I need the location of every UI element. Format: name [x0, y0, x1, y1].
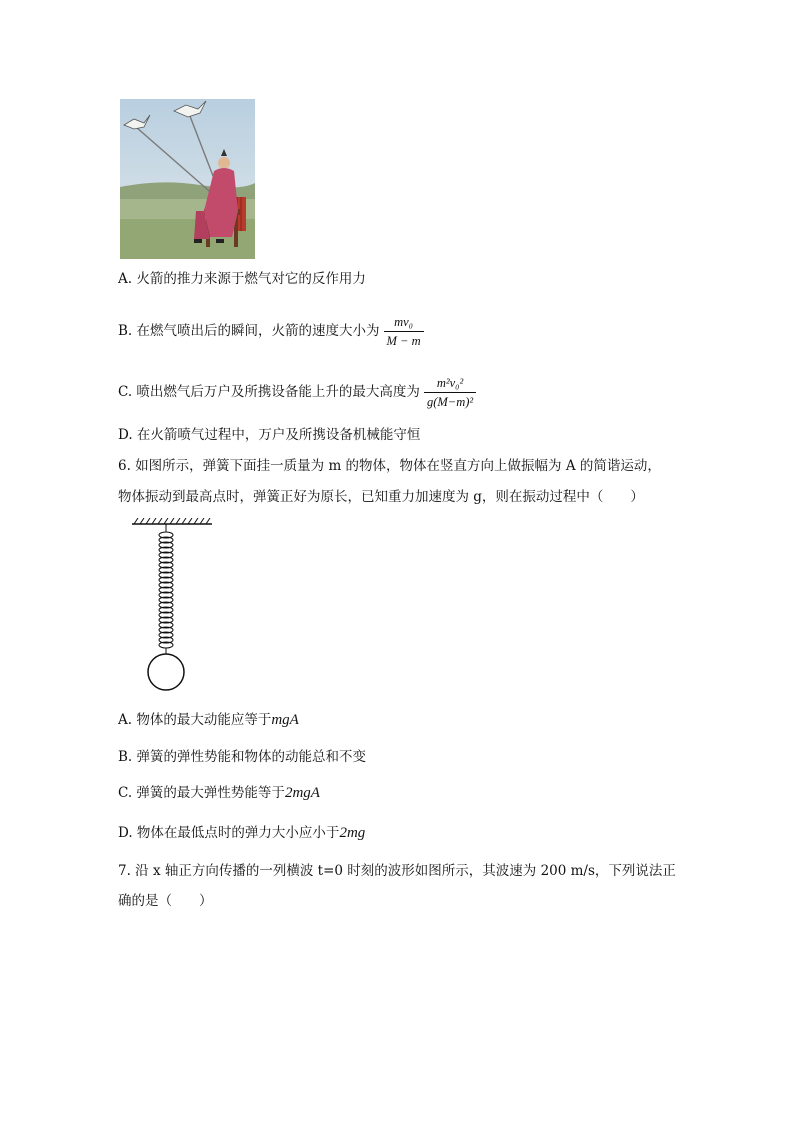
q6-stem-line2: 物体振动到最高点时，弹簧正好为原长，已知重力加速度为 g，则在振动过程中（ ）	[118, 489, 644, 505]
q6-option-c-math: 2mgA	[284, 785, 320, 801]
q6-option-c-text: C. 弹簧的最大弹性势能等于	[118, 785, 285, 801]
q5-option-d: D. 在火箭喷气过程中，万户及所携设备机械能守恒	[118, 427, 421, 443]
q6-option-c	[118, 783, 320, 803]
spring-mass-diagram	[126, 518, 216, 694]
q6-option-a	[118, 710, 299, 730]
q6-option-d-math: 2mg	[339, 825, 366, 841]
q5-option-a: A. 火箭的推力来源于燃气对它的反作用力	[118, 271, 366, 287]
q5-option-b	[118, 314, 424, 349]
q5-option-c-text: C. 喷出燃气后万户及所携设备能上升的最大高度为	[118, 384, 420, 400]
fraction-numerator: mv₀	[384, 314, 424, 332]
q6-option-b: B. 弹簧的弹性势能和物体的动能总和不变	[118, 749, 367, 765]
q6-stem-line1: 6. 如图所示，弹簧下面挂一质量为 m 的物体，物体在竖直方向上做振幅为 A 的简谐运动，	[118, 458, 661, 474]
fraction-height	[424, 375, 476, 410]
q6-option-a-math: mgA	[271, 712, 299, 728]
q5-option-c	[118, 375, 476, 410]
q5-option-b-text: B. 在燃气喷出后的瞬间，火箭的速度大小为	[118, 323, 380, 339]
q6-option-a-text: A. 物体的最大动能应等于	[118, 712, 272, 728]
fraction-denominator: g(M−m)²	[426, 395, 474, 409]
wanhu-rocket-illustration	[120, 99, 255, 259]
fraction-denominator: M − m	[386, 334, 421, 348]
q6-option-d-text: D. 物体在最低点时的弹力大小应小于	[118, 825, 340, 841]
q6-option-d	[118, 823, 365, 843]
fraction-velocity	[384, 314, 424, 349]
q7-stem-line1: 7. 沿 x 轴正方向传播的一列横波 t=0 时刻的波形如图所示，其波速为 200 m/s，下列说法正	[118, 863, 676, 879]
q7-stem-line2: 确的是（ ）	[118, 893, 213, 909]
fraction-numerator: m²v₀²	[424, 375, 476, 393]
